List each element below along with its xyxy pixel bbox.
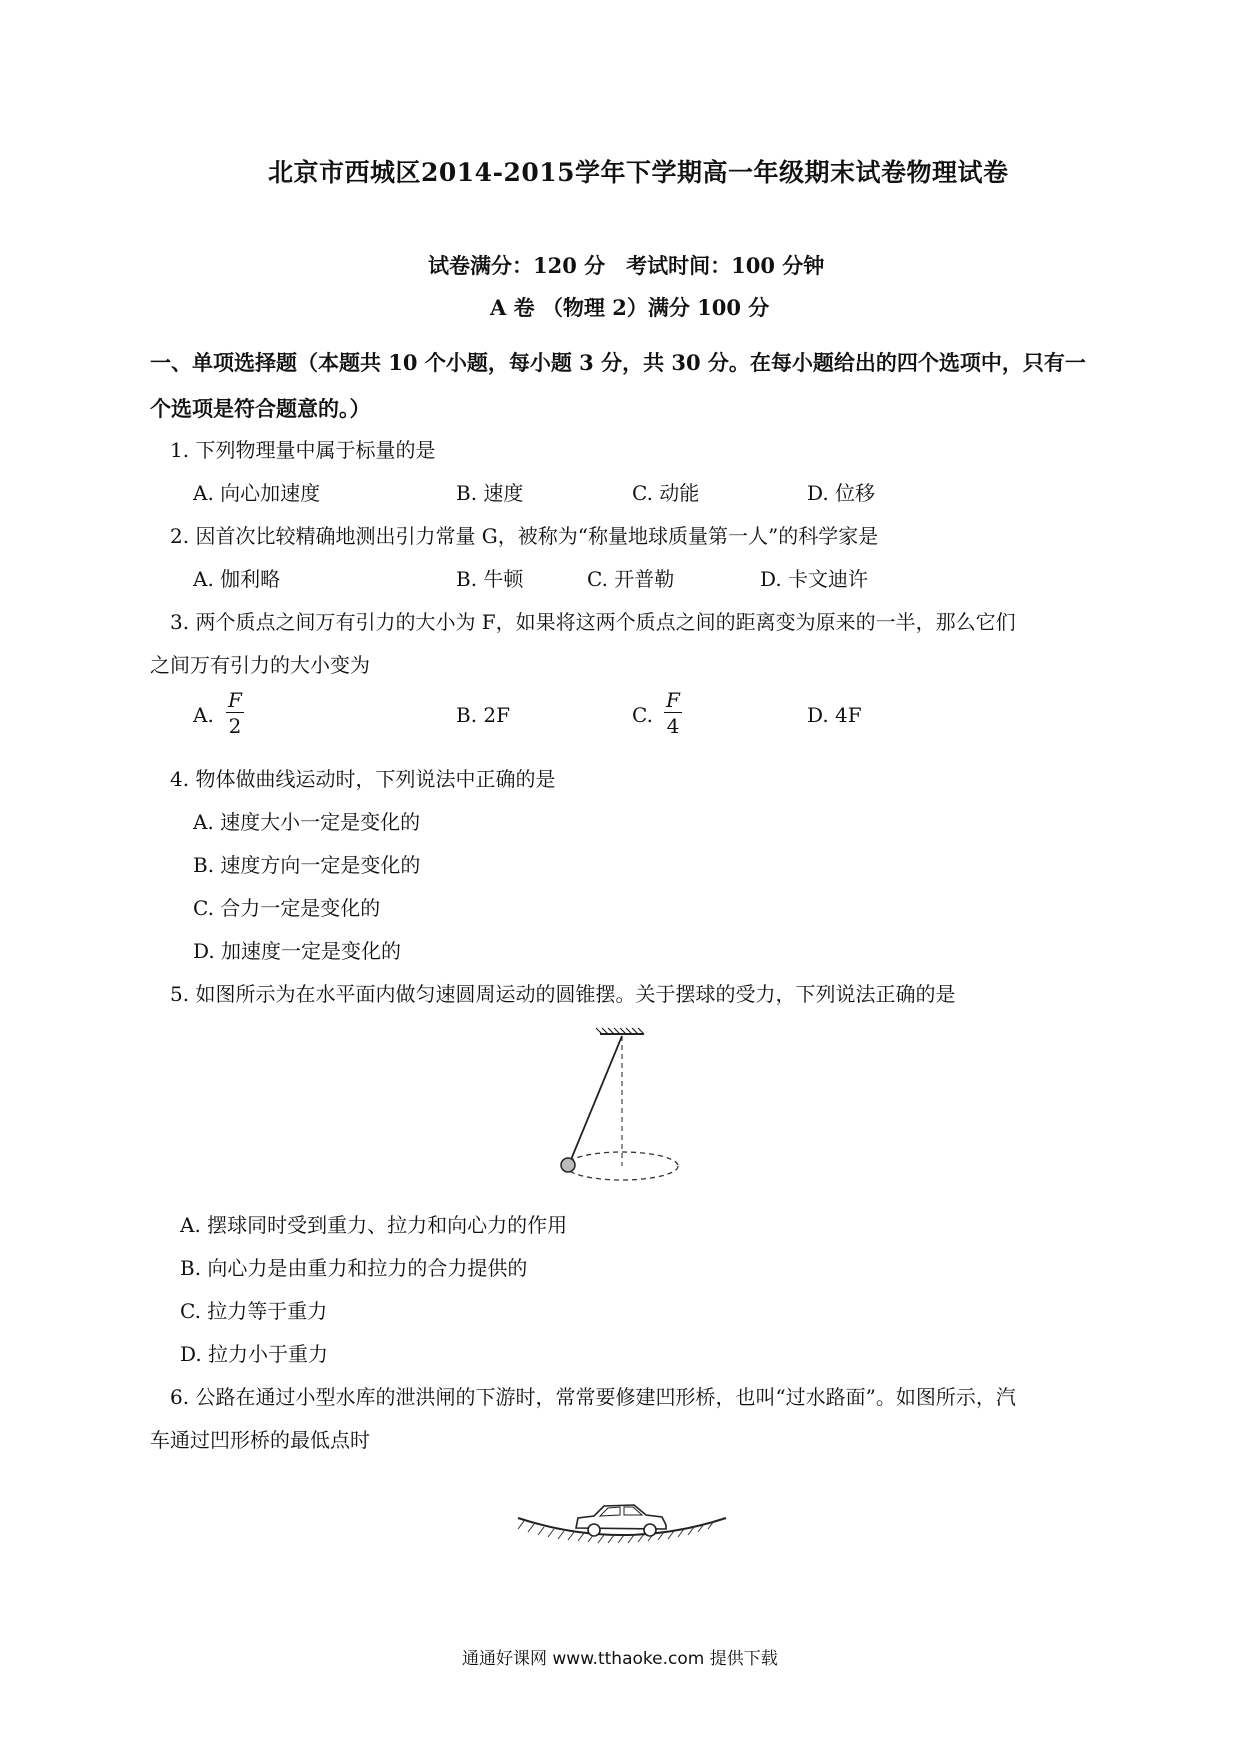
q3-option-c-fraction [664,688,682,739]
score-info: 试卷满分：120 分 考试时间：100 分钟 [428,253,825,278]
q1-option-c: C. 动能 [632,481,700,505]
section-heading-line1: 一、单项选择题（本题共 10 个小题，每小题 3 分，共 30 分。在每小题给出的四个选项中，只有一 [150,350,1086,375]
footer-source-text: 通通好课网 www.tthaoke.com 提供下载 [462,1649,778,1669]
q3-option-a-numerator: F [228,688,242,712]
concave-bridge-car-figure [512,1494,732,1564]
question-6-stem-line1: 6. 公路在通过小型水库的泄洪闸的下游时，常常要修建凹形桥，也叫“过水路面”。如图所示，汽 [170,1385,1016,1409]
question-3-stem-line1: 3. 两个质点之间万有引力的大小为 F，如果将这两个质点之间的距离变为原来的一半，那么它们 [170,610,1016,634]
question-6-stem-line2: 车通过凹形桥的最低点时 [150,1428,370,1452]
q3-option-a-denominator: 2 [228,714,242,738]
section-heading-line2: 个选项是符合题意的。） [150,396,371,421]
q2-option-c: C. 开普勒 [587,567,675,591]
question-3-stem-line2: 之间万有引力的大小变为 [150,653,370,677]
question-1-stem: 1. 下列物理量中属于标量的是 [170,438,436,462]
q4-option-d: D. 加速度一定是变化的 [193,939,402,963]
q3-option-d: D. 4F [807,703,862,727]
volume-info: A 卷 （物理 2）满分 100 分 [490,295,770,320]
q1-option-d: D. 位移 [807,481,876,505]
q5-option-d: D. 拉力小于重力 [180,1342,329,1366]
question-4-stem: 4. 物体做曲线运动时，下列说法中正确的是 [170,767,556,791]
q3-option-a-fraction [226,688,244,739]
q3-option-c-numerator: F [666,688,680,712]
q4-option-b: B. 速度方向一定是变化的 [193,853,421,877]
q2-option-d: D. 卡文迪许 [760,567,869,591]
q1-option-a: A. 向心加速度 [193,481,321,505]
q4-option-a: A. 速度大小一定是变化的 [193,810,421,834]
q3-option-c-denominator: 4 [666,714,680,738]
q4-option-c: C. 合力一定是变化的 [193,896,381,920]
question-2-stem: 2. 因首次比较精确地测出引力常量 G，被称为“称量地球质量第一人”的科学家是 [170,524,879,548]
q5-option-a: A. 摆球同时受到重力、拉力和向心力的作用 [180,1213,568,1237]
q5-option-c: C. 拉力等于重力 [180,1299,328,1323]
q1-option-b: B. 速度 [456,481,524,505]
conical-pendulum-figure [540,1018,740,1198]
q2-option-b: B. 牛顿 [456,567,524,591]
q3-option-a-label: A. [193,703,214,727]
page-title: 北京市西城区2014-2015学年下学期高一年级期末试卷物理试卷 [268,158,1009,187]
question-5-stem: 5. 如图所示为在水平面内做匀速圆周运动的圆锥摆。关于摆球的受力，下列说法正确的是 [170,982,956,1006]
q3-option-b: B. 2F [456,703,511,727]
q3-option-c-label: C. [632,703,653,727]
q2-option-a: A. 伽利略 [193,567,281,591]
q5-option-b: B. 向心力是由重力和拉力的合力提供的 [180,1256,528,1280]
